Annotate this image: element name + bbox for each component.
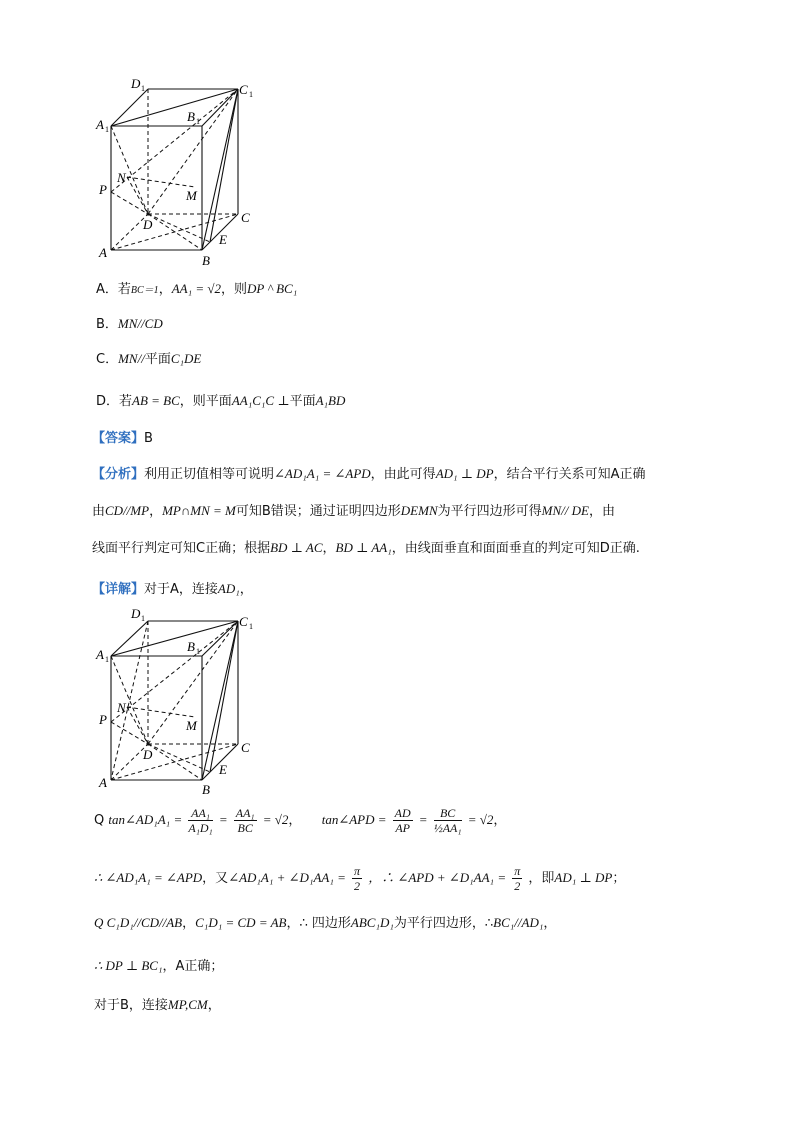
fraction-denominator: AP [395,821,410,835]
option-d-m2: AA₁C₁C ⊥ [231,393,290,408]
detail-equation-1 [94,806,506,835]
analysis-text: ， [149,504,163,519]
prism-figure-bottom [90,600,265,795]
label-B: B [202,782,210,795]
analysis-math: AD₁ ⊥ DP [435,466,494,481]
label-E: E [219,762,227,777]
label-N: N [117,700,126,715]
label-D: D [143,217,153,232]
label-A1: A [96,647,104,662]
option-d [96,390,345,409]
detail-math: = √2 [262,812,289,827]
analysis-text: ，由此可得 [370,467,436,482]
label-A1: A [96,117,104,132]
label-D1: D [131,606,141,621]
analysis-line-1 [92,463,646,482]
label-C1-sub: 1 [249,622,253,631]
label-B1: B [187,109,195,124]
analysis-text: ，结合平行关系可知A正确 [493,467,646,482]
detail-math: AD₁ ⊥ DP [554,870,613,885]
option-b [96,313,163,332]
label-B1: B [187,639,195,654]
detail-math: = [418,812,428,827]
analysis-text: ， [322,541,336,556]
detail-line-5 [94,912,556,931]
analysis-math: DEMN [400,503,438,518]
detail-text: ， [182,916,196,931]
fraction-numerator: BC [434,806,462,821]
label-D1-sub: 1 [141,84,145,93]
label-E: E [219,232,227,247]
detail-math: ∴ DP ⊥ BC₁ [94,958,163,973]
option-d-prefix: D．若 [96,394,133,409]
detail-math: tan∠APD = [321,812,387,827]
label-M: M [186,718,197,733]
detail-text: ， [543,916,557,931]
detail-math: C₁D₁ = CD = AB [195,915,287,930]
label-B1-sub: 1 [196,117,200,126]
detail-text: ； [612,871,626,886]
option-d-c2: 平面 [289,394,316,409]
fraction-denominator: 2 [354,879,361,893]
label-C1: C [239,82,248,97]
answer-line [92,427,153,446]
fraction [393,806,413,835]
detail-math: = [218,812,228,827]
detail-math: BC₁//AD₁ [493,915,544,930]
fraction-numerator: AA₁ [235,806,255,820]
fraction [188,806,212,835]
option-c-m1: MN// [118,351,145,366]
detail-math: AD₁ [217,581,240,596]
answer-tag: 【答案】 [92,431,145,446]
option-d-m1: AB = BC [132,393,180,408]
label-M: M [186,188,197,203]
analysis-math: BD ⊥ AC [270,540,323,555]
detail-text: ，即 [528,871,555,886]
detail-text: 对于A，连接 [144,582,218,597]
analysis-math: CD//MP [105,503,150,518]
label-A1-sub: 1 [105,125,109,134]
fraction [512,864,522,893]
label-C: C [241,740,250,755]
fraction-denominator: BC [237,821,253,835]
label-C: C [241,210,250,225]
detail-text: ， [239,582,253,597]
detail-text: 对于B，连接 [94,998,168,1013]
fraction-numerator: π [514,864,521,878]
detail-math: Q C₁D₁//CD//AB [94,915,183,930]
detail-math: tan∠AD₁A₁ = [108,812,183,827]
fraction [434,806,462,835]
detail-text: ，A正确； [162,959,224,974]
detail-line-7 [94,994,221,1013]
detail-text: 为平行四边形，∴ [393,916,494,931]
option-a-cond2: AA₁ = √2 [171,281,222,296]
label-P: P [99,712,107,727]
analysis-math: MN// DE [541,503,589,518]
detail-math: MP,CM [167,997,208,1012]
detail-line-6 [94,955,223,974]
analysis-text: 利用正切值相等可说明 [144,467,275,482]
detail-line-1 [92,578,253,597]
label-A: A [99,245,107,260]
option-c-prefix: C． [96,352,119,367]
option-b-text: MN//CD [117,316,163,331]
detail-math: ∴ ∠AD₁A₁ = ∠APD [94,870,203,885]
analysis-text: 可知B错误；通过证明四边形 [235,504,401,519]
detail-text: ，又 [202,871,229,886]
label-D: D [143,747,153,762]
fraction-numerator: π [354,864,361,878]
option-d-c1: ，则平面 [179,394,232,409]
fraction-denominator: 2 [514,879,521,893]
detail-math: ，∴ ∠APD + ∠D₁AA₁ = [368,870,507,885]
fraction-denominator: ½AA₁ [433,821,462,835]
analysis-math: BD ⊥ AA₁ [335,540,392,555]
option-c-cn: 平面 [144,352,171,367]
fraction-numerator: AA₁ [188,806,212,821]
analysis-line-2 [92,500,615,519]
option-b-prefix: B． [96,317,118,332]
analysis-text: 由 [92,504,106,519]
option-a-sep: ， [158,282,172,297]
label-A: A [99,775,107,790]
option-a-mid: ，则 [221,282,248,297]
label-N: N [117,170,126,185]
analysis-text: ，由线面垂直和面面垂直的判定可知D正确. [391,541,640,556]
detail-math: ABC₁D₁ [350,915,394,930]
analysis-math: MP∩MN = M [162,503,236,518]
analysis-math: ∠AD₁A₁ = ∠APD [274,466,371,481]
label-D1-sub: 1 [141,614,145,623]
fraction [234,806,257,835]
option-d-m3: A₁BD [315,393,346,408]
fraction-denominator: A₁D₁ [188,821,213,835]
option-a-cond1: BC＝1 [130,285,159,296]
label-P: P [99,182,107,197]
label-B: B [202,253,210,267]
analysis-text: 为平行四边形可得 [437,504,542,519]
detail-text: ，∴ 四边形 [286,916,351,931]
answer-value: B [144,431,153,446]
label-B1-sub: 1 [196,647,200,656]
fraction-numerator: AD [394,806,411,820]
option-c [96,348,201,367]
prism-figure-top [90,72,265,267]
option-a-conclusion: DP ^ BC₁ [247,281,298,296]
detail-math: ∠AD₁A₁ + ∠D₁AA₁ = [228,870,346,885]
analysis-line-3 [92,537,640,556]
option-a-prefix: A．若 [96,282,131,297]
detail-text: ， [207,998,221,1013]
fraction [352,864,362,893]
detail-line-4 [94,864,625,893]
detail-math: = √2 [467,812,494,827]
label-A1-sub: 1 [105,655,109,664]
analysis-text: ，由 [588,504,615,519]
label-C1-sub: 1 [249,90,253,99]
detail-text: ， [493,813,507,828]
option-c-m2: C₁DE [170,351,202,366]
label-D1: D [131,76,141,91]
option-a [96,278,297,297]
analysis-text: 线面平行判定可知C正确；根据 [92,541,271,556]
because-symbol: Q [94,813,105,828]
detail-tag: 【详解】 [92,582,145,597]
label-C1: C [239,614,248,629]
detail-text: ， [288,813,302,828]
analysis-tag: 【分析】 [92,467,145,482]
